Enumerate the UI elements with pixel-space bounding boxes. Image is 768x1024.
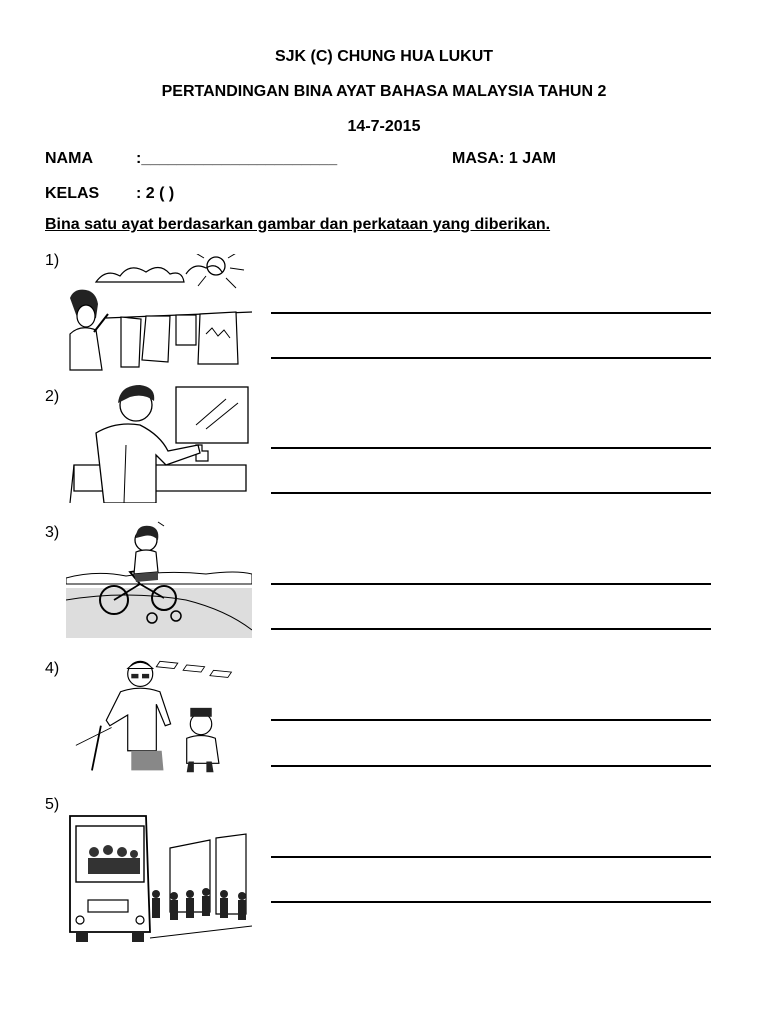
kelas-label: KELAS: [45, 185, 100, 202]
laundry-picture: [66, 254, 252, 372]
worksheet-title: PERTANDINGAN BINA AYAT BAHASA MALAYSIA TAHUN 2: [161, 83, 607, 100]
answer-line[interactable]: [271, 856, 711, 858]
question-number: 4): [45, 660, 60, 677]
question-number: 2): [45, 388, 60, 405]
bus-picture: [66, 808, 252, 948]
answer-line[interactable]: [271, 765, 711, 767]
answer-line[interactable]: [271, 357, 711, 359]
question-number: 5): [45, 796, 60, 813]
answer-line[interactable]: [271, 447, 711, 449]
answer-line[interactable]: [271, 583, 711, 585]
question-number: 3): [45, 524, 60, 541]
crossing-picture: [66, 656, 252, 774]
answer-line[interactable]: [271, 312, 711, 314]
bicycle-picture: [66, 520, 252, 638]
kelas-field[interactable]: : 2 ( ): [136, 185, 175, 202]
nama-field[interactable]: :______________________: [136, 150, 338, 167]
school-name: SJK (C) CHUNG HUA LUKUT: [274, 48, 494, 65]
instruction: Bina satu ayat berdasarkan gambar dan perkataan yang diberikan.: [45, 216, 551, 233]
question-number: 1): [45, 252, 60, 269]
worksheet-date: 14-7-2015: [347, 118, 421, 135]
washing-picture: [66, 385, 252, 503]
answer-line[interactable]: [271, 901, 711, 903]
masa-label: MASA: 1 JAM: [452, 150, 557, 167]
nama-label: NAMA: [45, 150, 93, 167]
answer-line[interactable]: [271, 492, 711, 494]
answer-line[interactable]: [271, 719, 711, 721]
answer-line[interactable]: [271, 628, 711, 630]
